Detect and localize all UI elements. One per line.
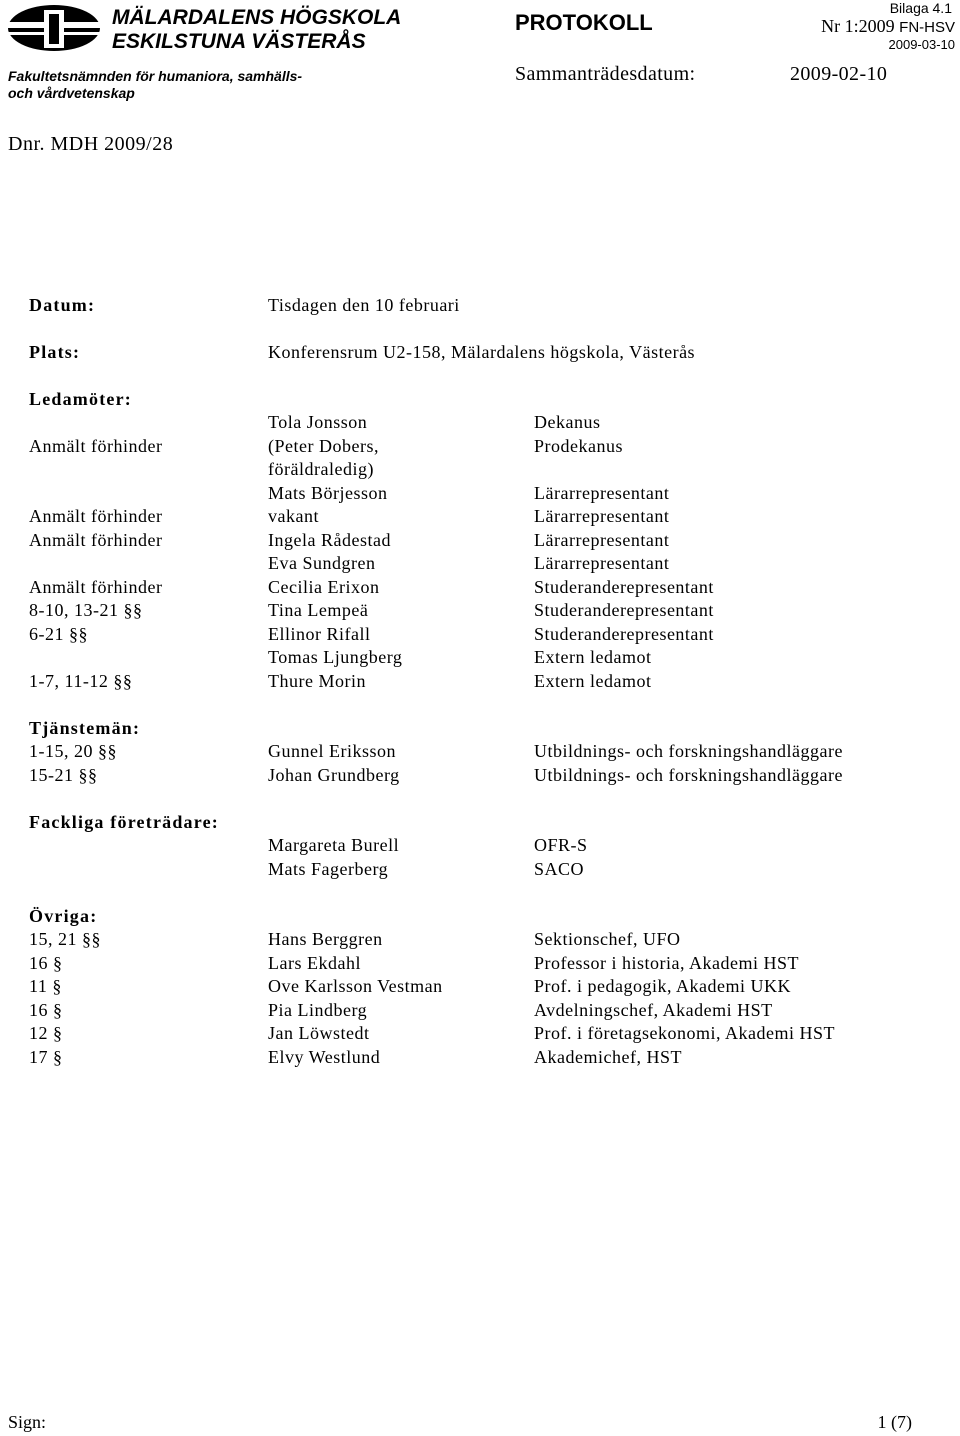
members-row-role: Lärarrepresentant: [534, 506, 670, 526]
others-row-note: 12 §: [29, 1023, 63, 1043]
members-row-role: Extern ledamot: [534, 671, 652, 691]
sign-label: Sign:: [8, 1412, 47, 1432]
officials-row-note: 15-21 §§: [29, 765, 98, 785]
members-row-name: (Peter Dobers,: [268, 436, 379, 456]
place-label: Plats:: [29, 342, 81, 362]
date-label: Datum:: [29, 295, 96, 315]
members-row-role: Studeranderepresentant: [534, 600, 714, 620]
place-value: Konferensrum U2-158, Mälardalens högskola, Västerås: [268, 342, 696, 362]
members-heading: Ledamöter:: [29, 389, 132, 409]
unions-row-name: Mats Fagerberg: [268, 859, 389, 879]
meeting-date: 2009-02-10: [790, 63, 888, 85]
officials-heading: Tjänstemän:: [29, 718, 141, 738]
members-row-role: Studeranderepresentant: [534, 577, 714, 597]
others-row-name: Pia Lindberg: [268, 1000, 368, 1020]
members-row-name: vakant: [268, 506, 319, 526]
others-row-role: Prof. i företagsekonomi, Akademi HST: [534, 1023, 835, 1043]
others-row-name: Jan Löwstedt: [268, 1023, 370, 1043]
members-row-role: Dekanus: [534, 412, 601, 432]
officials-row-role: Utbildnings- och forskningshandläggare: [534, 741, 843, 761]
members-row-role: Prodekanus: [534, 436, 623, 456]
others-row-role: Akademichef, HST: [534, 1047, 682, 1067]
members-row-role: Lärarrepresentant: [534, 483, 670, 503]
header-date: 2009-03-10: [888, 37, 955, 52]
others-row-note: 15, 21 §§: [29, 929, 101, 949]
others-row-role: Avdelningschef, Akademi HST: [534, 1000, 773, 1020]
members-row-name: Thure Morin: [268, 671, 366, 691]
members-row-note: Anmält förhinder: [29, 577, 163, 597]
unions-row-role: SACO: [534, 859, 585, 879]
members-row-name: Tomas Ljungberg: [268, 647, 403, 667]
others-row-note: 16 §: [29, 1000, 63, 1020]
protocol-number: [821, 16, 955, 37]
others-row-name: Ove Karlsson Vestman: [268, 976, 443, 996]
others-row-name: Lars Ekdahl: [268, 953, 361, 973]
others-row-role: Sektionschef, UFO: [534, 929, 681, 949]
members-row-name: föräldraledig): [268, 459, 374, 479]
others-row-role: Prof. i pedagogik, Akademi UKK: [534, 976, 791, 996]
others-row-note: 17 §: [29, 1047, 63, 1067]
members-row-role: Lärarrepresentant: [534, 553, 670, 573]
others-row-note: 11 §: [29, 976, 62, 996]
others-row-note: 16 §: [29, 953, 63, 973]
others-row-name: Elvy Westlund: [268, 1047, 381, 1067]
members-row-note: Anmält förhinder: [29, 436, 163, 456]
meeting-date-label: Sammanträdesdatum:: [515, 63, 696, 85]
members-row-role: Extern ledamot: [534, 647, 652, 667]
protocol-title: PROTOKOLL: [515, 10, 653, 35]
logo-line2: ESKILSTUNA VÄSTERÅS: [112, 30, 366, 53]
members-row-name: Tina Lempeä: [268, 600, 369, 620]
others-row-role: Professor i historia, Akademi HST: [534, 953, 799, 973]
members-row-role: Lärarrepresentant: [534, 530, 670, 550]
members-row-note: 8-10, 13-21 §§: [29, 600, 143, 620]
officials-row-name: Gunnel Eriksson: [268, 741, 396, 761]
logo-line1: MÄLARDALENS HÖGSKOLA: [112, 6, 402, 29]
officials-row-note: 1-15, 20 §§: [29, 741, 117, 761]
faculty-name: Fakultetsnämnden för humaniora, samhälls- och vårdvetenskap: [8, 68, 303, 101]
members-row-note: 6-21 §§: [29, 624, 88, 644]
unions-row-role: OFR-S: [534, 835, 588, 855]
date-value: Tisdagen den 10 februari: [268, 295, 460, 315]
members-row-name: Mats Börjesson: [268, 483, 388, 503]
officials-row-role: Utbildnings- och forskningshandläggare: [534, 765, 843, 785]
protocol-number-main: Nr 1:2009: [821, 16, 895, 36]
document-number: Dnr. MDH 2009/28: [8, 133, 174, 155]
protocol-number-suffix: FN-HSV: [899, 19, 955, 36]
members-row-role: Studeranderepresentant: [534, 624, 714, 644]
appendix-label: Bilaga 4.1: [889, 0, 952, 16]
members-row-note: Anmält förhinder: [29, 506, 163, 526]
unions-row-name: Margareta Burell: [268, 835, 400, 855]
members-row-name: Ingela Rådestad: [268, 530, 391, 550]
members-row-name: Eva Sundgren: [268, 553, 376, 573]
members-row-name: Ellinor Rifall: [268, 624, 371, 644]
university-logo: [4, 2, 402, 54]
members-row-name: Cecilia Erixon: [268, 577, 380, 597]
unions-heading: Fackliga företrädare:: [29, 812, 219, 832]
members-row-note: 1-7, 11-12 §§: [29, 671, 133, 691]
officials-row-name: Johan Grundberg: [268, 765, 400, 785]
members-row-name: Tola Jonsson: [268, 412, 368, 432]
members-row-note: Anmält förhinder: [29, 530, 163, 550]
others-heading: Övriga:: [29, 906, 98, 926]
page-number: 1 (7): [877, 1412, 912, 1432]
others-row-name: Hans Berggren: [268, 929, 383, 949]
